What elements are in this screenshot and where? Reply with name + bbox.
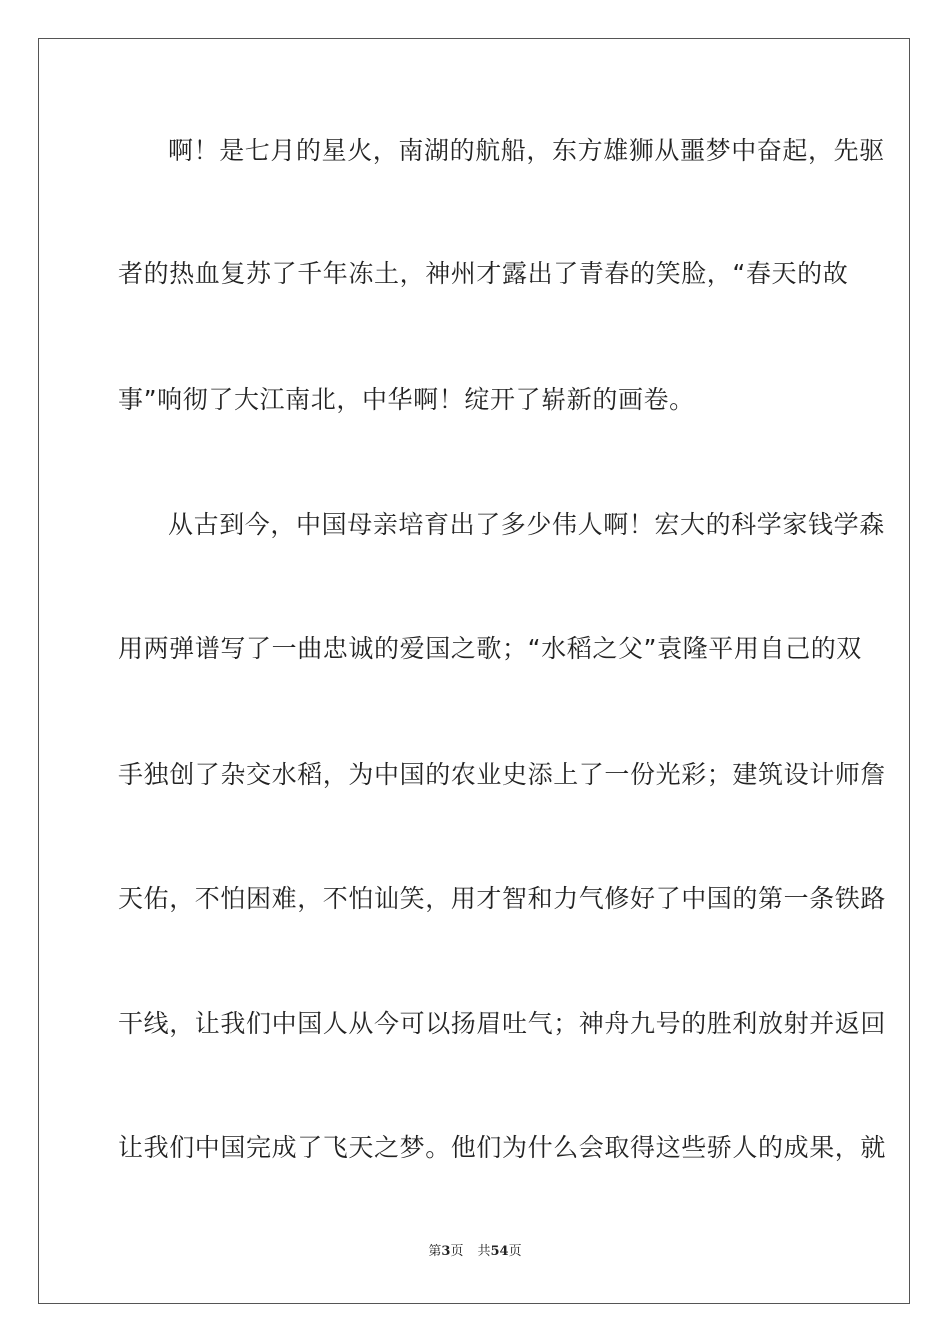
page-number: 3 — [441, 1244, 451, 1259]
paragraph-1-line-1: 啊！是七月的星火，南湖的航船，东方雄狮从噩梦中奋起，先驱 — [168, 136, 885, 165]
paragraph-2-line-2: 用两弹谱写了一曲忠诚的爱国之歌；“水稻之父”袁隆平用自己的双 — [118, 634, 862, 663]
page-suffix: 页 — [450, 1244, 464, 1259]
paragraph-2-line-6: 让我们中国完成了飞天之梦。他们为什么会取得这些骄人的成果，就 — [118, 1133, 887, 1162]
total-pages: 54 — [490, 1244, 509, 1259]
page-frame — [38, 38, 910, 1304]
paragraph-2-line-5: 干线，让我们中国人从今可以扬眉吐气；神舟九号的胜利放射并返回 — [118, 1009, 887, 1038]
total-suffix: 页 — [508, 1244, 522, 1259]
paragraph-2-line-1: 从古到今，中国母亲培育出了多少伟人啊！宏大的科学家钱学森 — [168, 510, 885, 539]
total-prefix: 共 — [477, 1244, 491, 1259]
page-prefix: 第 — [428, 1244, 442, 1259]
paragraph-1-line-2: 者的热血复苏了千年冻土，神州才露出了青春的笑脸，“春天的故 — [118, 259, 849, 288]
page-footer — [0, 1244, 950, 1260]
paragraph-2-line-3: 手独创了杂交水稻，为中国的农业史添上了一份光彩；建筑设计师詹 — [118, 760, 887, 789]
paragraph-1-line-3: 事”响彻了大江南北，中华啊！绽开了崭新的画卷。 — [118, 385, 695, 414]
paragraph-2-line-4: 天佑，不怕困难，不怕讪笑，用才智和力气修好了中国的第一条铁路 — [118, 884, 887, 913]
